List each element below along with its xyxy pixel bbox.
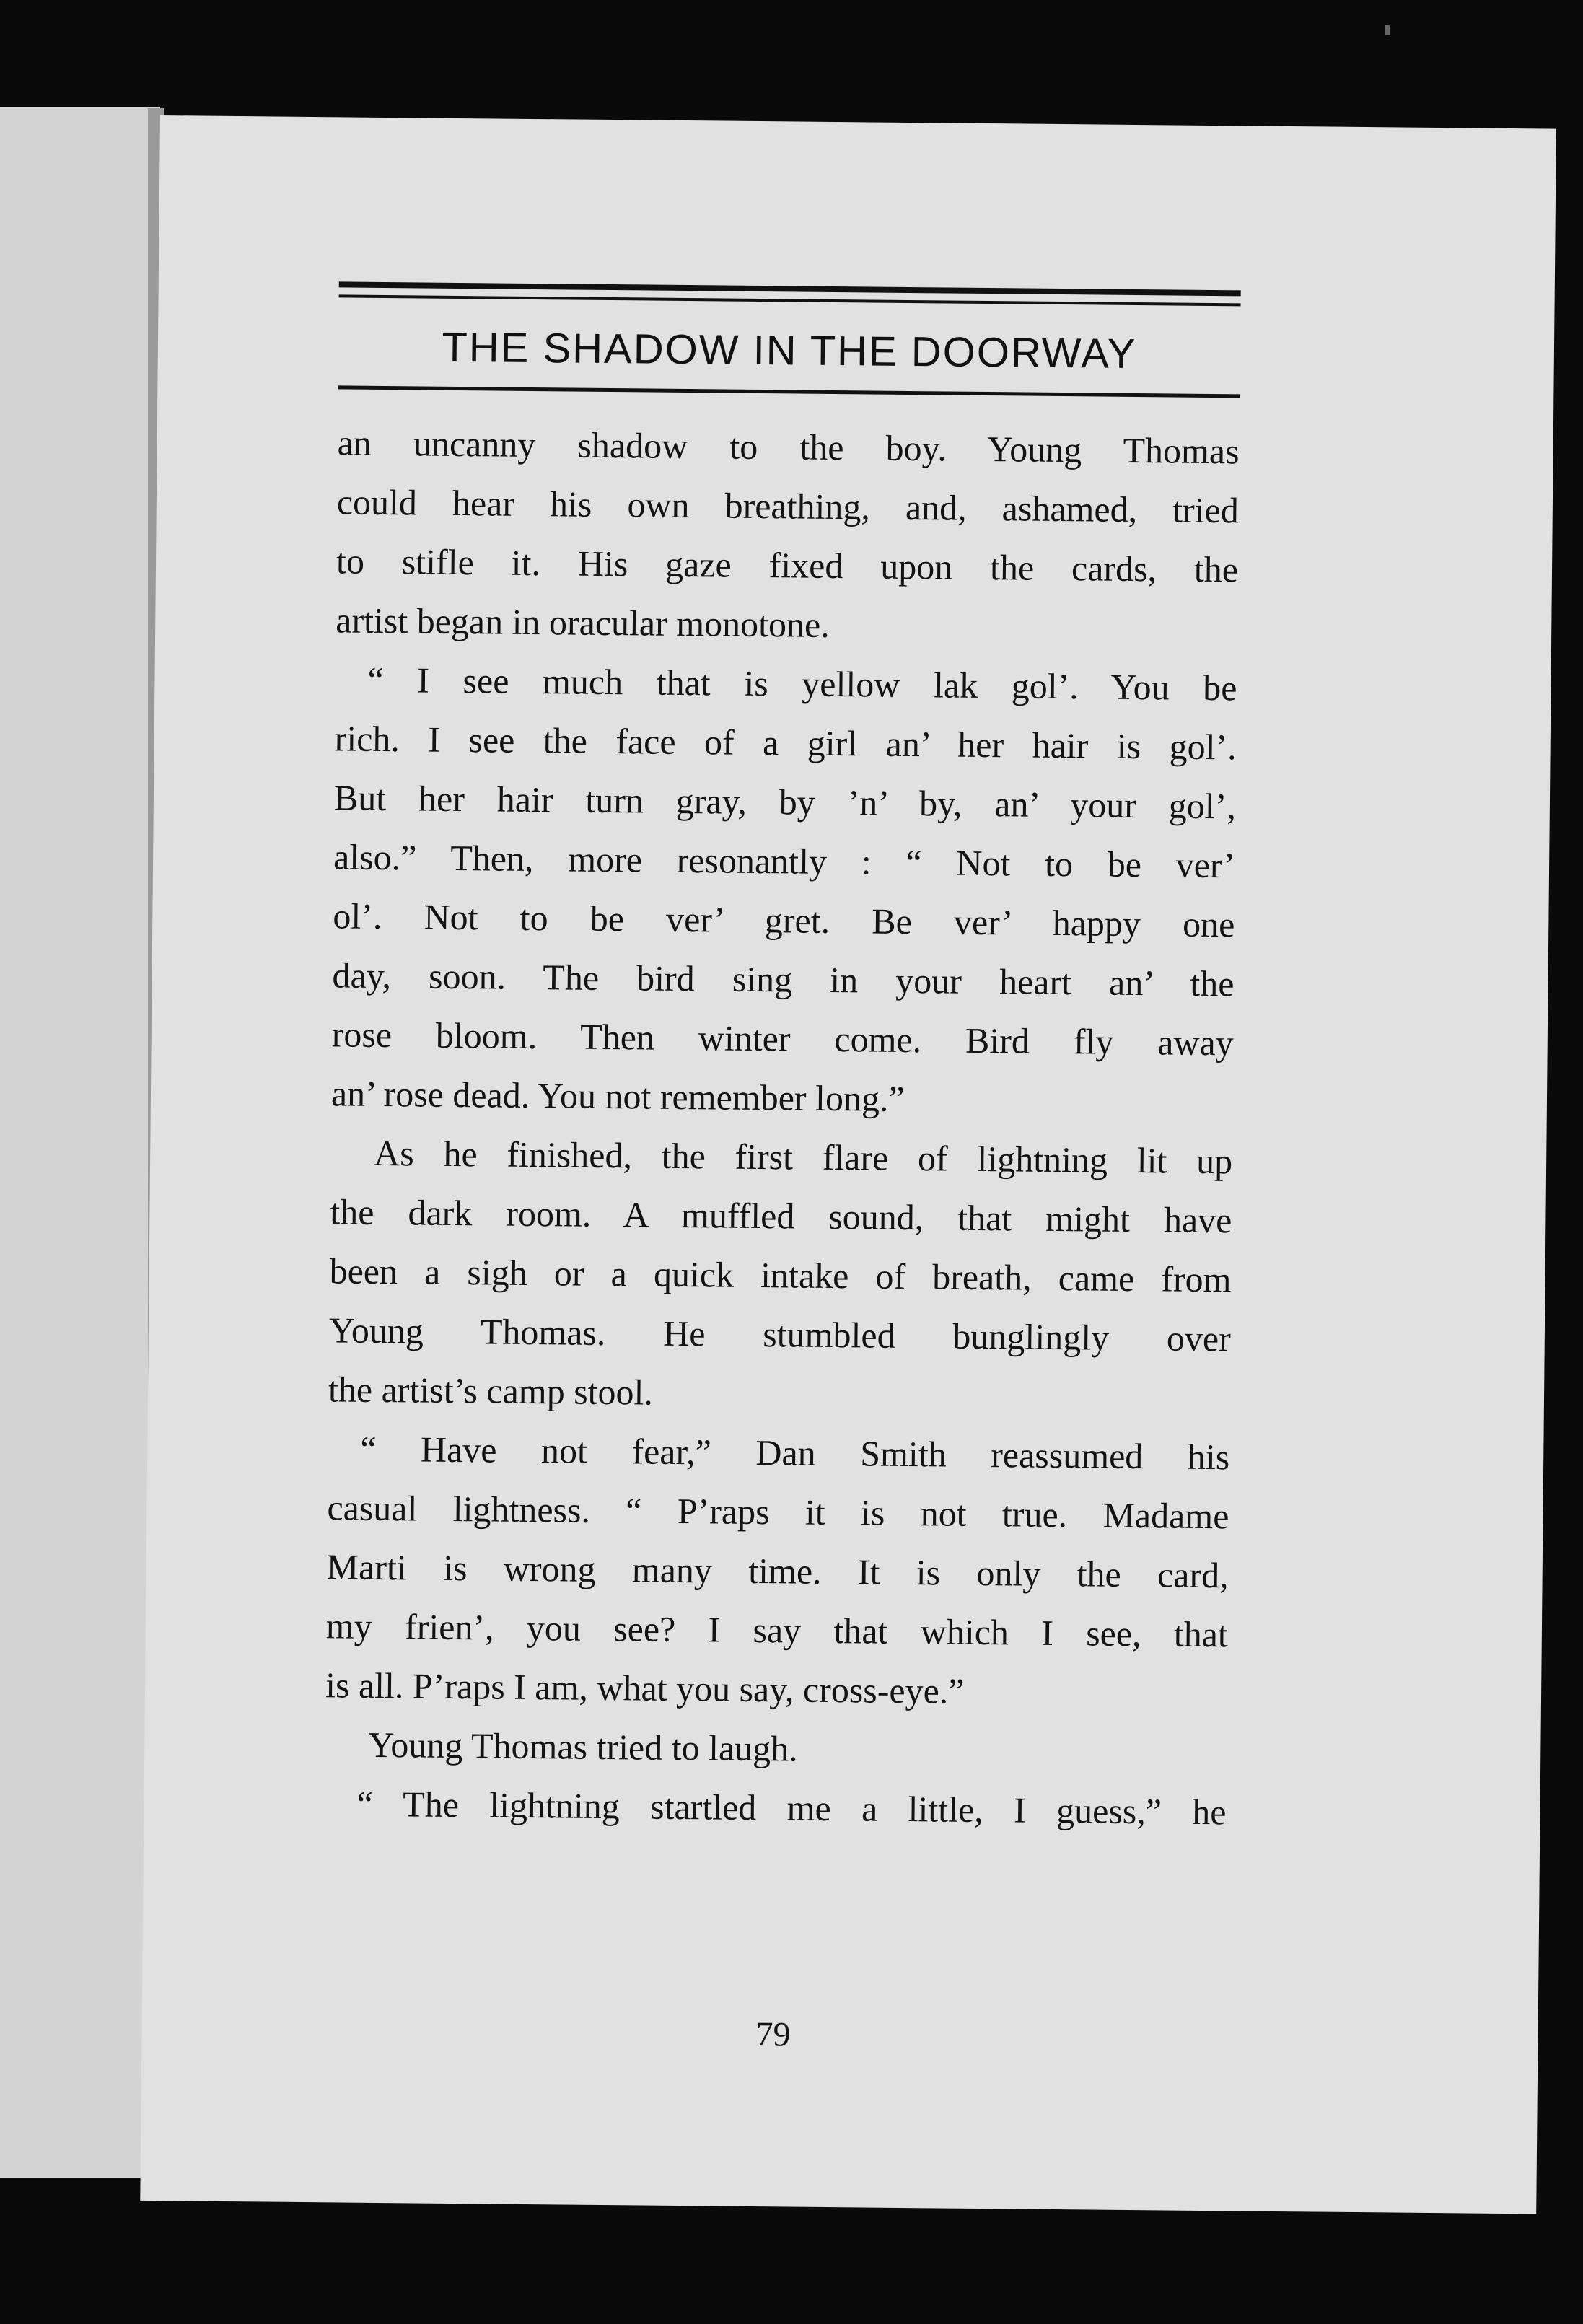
text-line: “ Have not fear,” Dan Smith reassumed his [360, 1428, 1230, 1478]
text-line: day, soon. The bird sing in your heart an’ the [332, 955, 1235, 1004]
text-line: “ I see much that is yellow lak gol’. You be [367, 659, 1237, 709]
header-rule [338, 385, 1240, 398]
text-line: an uncanny shadow to the boy. Young Thomas [337, 422, 1240, 472]
text-line: the artist’s camp stool. [328, 1369, 654, 1413]
text-line: to stifle it. His gaze fixed upon the cards, the [336, 540, 1239, 590]
scan-speck [1385, 25, 1390, 35]
text-line: casual lightness. “ P’raps it is not true. Madame [327, 1487, 1229, 1537]
text-line: rich. I see the face of a girl an’ her hair is gol’. [334, 718, 1237, 768]
text-line: also.” Then, more resonantly : “ Not to be ver’ [333, 836, 1236, 886]
text-line: “ The lightning startled me a little, I guess,” he [356, 1783, 1227, 1833]
book-page [140, 115, 1556, 2214]
text-line: could hear his own breathing, and, ashamed, tried [336, 481, 1240, 531]
text-line: my frien’, you see? I say that which I see, that [325, 1605, 1229, 1655]
page-number: 79 [755, 2015, 791, 2054]
running-head: THE SHADOW IN THE DOORWAY [442, 323, 1137, 378]
text-line: Young Thomas. He stumbled bunglingly over [328, 1310, 1232, 1359]
text-line: As he finished, the first flare of lightning lit up [373, 1132, 1233, 1182]
text-line: Marti is wrong many time. It is only the card, [326, 1546, 1229, 1596]
text-line: ol’. Not to be ver’ gret. Be ver’ happy one [333, 895, 1235, 945]
text-line: been a sigh or a quick intake of breath, came from [329, 1250, 1232, 1300]
text-line: Young Thomas tried to laugh. [368, 1724, 798, 1769]
text-line: an’ rose dead. You not remember long.” [330, 1073, 905, 1119]
facing-page-edge [0, 107, 160, 2178]
text-line: But her hair turn gray, by ’n’ by, an’ your gol’, [333, 777, 1237, 827]
text-line: artist began in oracular monotone. [336, 600, 830, 645]
text-line: the dark room. A muffled sound, that might have [330, 1191, 1232, 1241]
body-text [324, 413, 1240, 1841]
text-line: is all. P’raps I am, what you say, cross-eye.” [325, 1665, 965, 1711]
text-line: rose bloom. Then winter come. Bird fly away [331, 1014, 1234, 1064]
header-double-rule-top [339, 281, 1241, 296]
header-double-rule-bottom [339, 294, 1241, 306]
